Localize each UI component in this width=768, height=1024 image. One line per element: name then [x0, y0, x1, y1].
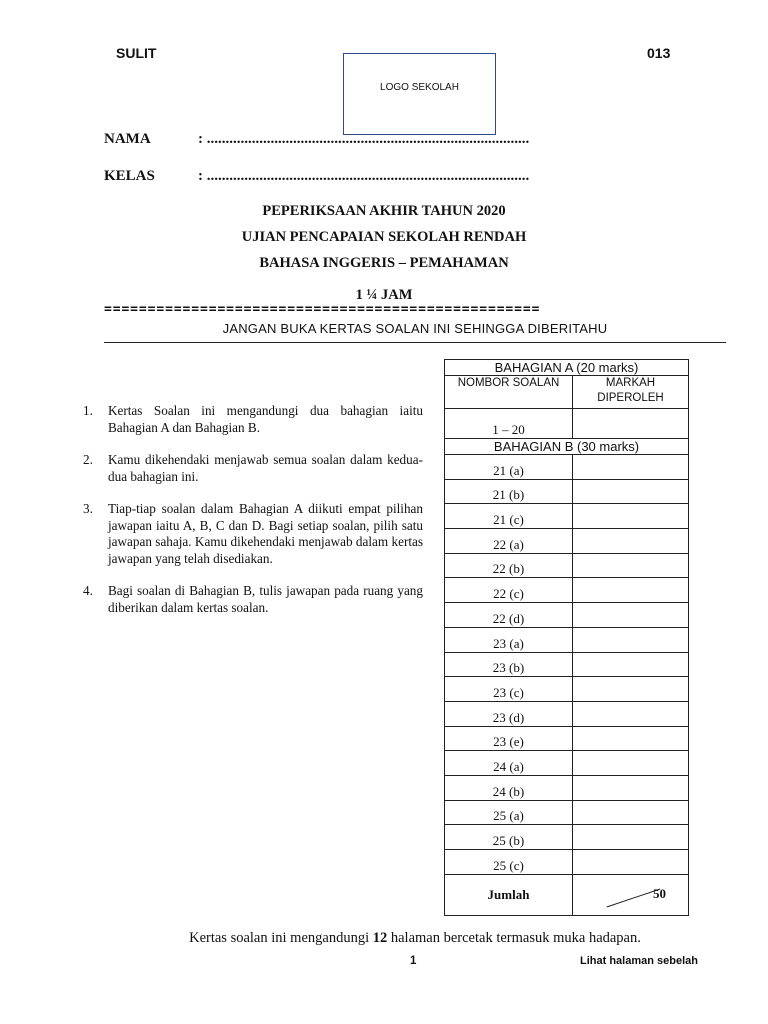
next-page-note: Lihat halaman sebelah	[580, 955, 698, 967]
instruction-text: Tiap-tiap soalan dalam Bahagian A diikuti empat pilihan jawapan iaitu A, B, C dan D. Bagi setiap soalan, pilih satu jawapan sahaja. Kamu dikehendaki menjawab dalam kertas jawapan yang telah disediakan.	[108, 501, 423, 566]
question-number: 21 (b)	[445, 479, 573, 504]
instruction-text: Kertas Soalan ini mengandungi dua bahagian iaitu Bahagian A dan Bahagian B.	[108, 403, 423, 435]
marks-cell[interactable]	[573, 800, 689, 825]
table-row	[445, 850, 689, 875]
marks-cell[interactable]	[573, 775, 689, 800]
table-row	[445, 439, 689, 455]
marks-cell[interactable]	[573, 529, 689, 554]
instruction-number: 4.	[83, 583, 93, 598]
table-row	[445, 409, 689, 439]
marks-cell[interactable]	[573, 825, 689, 850]
table-row	[445, 726, 689, 751]
question-number: 25 (b)	[445, 825, 573, 850]
table-row	[445, 553, 689, 578]
total-label: Jumlah	[445, 874, 573, 915]
question-number: 23 (e)	[445, 726, 573, 751]
page-count-note	[0, 930, 768, 947]
name-label: NAMA	[104, 131, 151, 147]
marks-cell[interactable]	[573, 504, 689, 529]
table-row	[445, 775, 689, 800]
question-number: 22 (c)	[445, 578, 573, 603]
instruction-number: 1.	[83, 403, 93, 418]
question-number: 24 (a)	[445, 751, 573, 776]
table-row	[445, 751, 689, 776]
marks-cell[interactable]	[573, 652, 689, 677]
table-row	[445, 529, 689, 554]
instruction-item	[83, 403, 423, 436]
school-logo-placeholder	[343, 53, 496, 135]
question-column-header: NOMBOR SOALAN	[445, 376, 573, 409]
question-number: 23 (b)	[445, 652, 573, 677]
question-number: 22 (b)	[445, 553, 573, 578]
class-label: KELAS	[104, 168, 155, 184]
total-cell	[573, 874, 689, 915]
exam-title: PEPERIKSAAN AKHIR TAHUN 2020	[262, 203, 506, 219]
question-number: 21 (c)	[445, 504, 573, 529]
marks-cell[interactable]	[573, 850, 689, 875]
marks-cell[interactable]	[573, 751, 689, 776]
table-row	[445, 376, 689, 409]
score-table	[444, 359, 689, 916]
name-field[interactable]: : ......................................................................................	[198, 131, 530, 147]
question-number: 23 (c)	[445, 677, 573, 702]
table-row	[445, 825, 689, 850]
instructions-list	[83, 403, 423, 632]
table-row	[445, 627, 689, 652]
instruction-item	[83, 452, 423, 485]
table-row	[445, 479, 689, 504]
table-row	[445, 652, 689, 677]
instruction-text: Bagi soalan di Bahagian B, tulis jawapan pada ruang yang diberikan dalam kertas soalan.	[108, 583, 423, 615]
question-number: 23 (d)	[445, 701, 573, 726]
instruction-item	[83, 583, 423, 616]
table-row	[445, 677, 689, 702]
instruction-number: 2.	[83, 452, 93, 467]
marks-cell[interactable]	[573, 455, 689, 480]
classification-label: SULIT	[116, 45, 157, 61]
table-row	[445, 504, 689, 529]
total-value: 50	[653, 885, 667, 901]
marks-cell[interactable]	[573, 553, 689, 578]
subject-title: BAHASA INGGERIS – PEMAHAMAN	[259, 255, 509, 271]
page-count: 12	[372, 930, 388, 946]
warning-text: JANGAN BUKA KERTAS SOALAN INI SEHINGGA DIBERITAHU	[222, 321, 608, 336]
table-row	[445, 455, 689, 480]
question-number: 25 (a)	[445, 800, 573, 825]
marks-column-header: MARKAH DIPEROLEH	[573, 376, 689, 409]
marks-cell[interactable]	[573, 677, 689, 702]
table-row	[445, 360, 689, 376]
note-text: Kertas soalan ini mengandungi	[189, 930, 373, 946]
marks-cell[interactable]	[573, 701, 689, 726]
marks-cell[interactable]	[573, 578, 689, 603]
duration: 1 ¼ JAM	[355, 287, 413, 303]
instruction-number: 3.	[83, 501, 93, 516]
logo-label: LOGO SEKOLAH	[380, 82, 459, 93]
section-b-header: BAHAGIAN B (30 marks)	[445, 439, 689, 455]
instruction-item	[83, 501, 423, 567]
question-number: 22 (d)	[445, 603, 573, 628]
exam-subtitle: UJIAN PENCAPAIAN SEKOLAH RENDAH	[241, 229, 527, 245]
marks-cell[interactable]	[573, 479, 689, 504]
table-row	[445, 578, 689, 603]
question-number: 22 (a)	[445, 529, 573, 554]
total-row	[445, 874, 689, 915]
question-number: 25 (c)	[445, 850, 573, 875]
diagonal-slash	[573, 875, 688, 915]
class-field[interactable]: : ......................................................................................	[198, 168, 530, 184]
page-number: 1	[410, 955, 417, 967]
table-row	[445, 603, 689, 628]
paper-code: 013	[647, 45, 671, 61]
question-number: 21 (a)	[445, 455, 573, 480]
section-a-header: BAHAGIAN A (20 marks)	[445, 360, 689, 376]
marks-cell[interactable]	[573, 409, 689, 439]
question-number: 24 (b)	[445, 775, 573, 800]
instruction-text: Kamu dikehendaki menjawab semua soalan dalam kedua-dua bahagian ini.	[108, 452, 423, 484]
table-row	[445, 800, 689, 825]
note-text: halaman bercetak termasuk muka hadapan.	[387, 930, 641, 946]
question-number: 23 (a)	[445, 627, 573, 652]
marks-cell[interactable]	[573, 627, 689, 652]
table-row	[445, 701, 689, 726]
divider	[104, 342, 726, 343]
separator-line: ==================================================	[104, 303, 541, 317]
section-a-range: 1 – 20	[445, 409, 573, 439]
marks-cell[interactable]	[573, 603, 689, 628]
marks-cell[interactable]	[573, 726, 689, 751]
